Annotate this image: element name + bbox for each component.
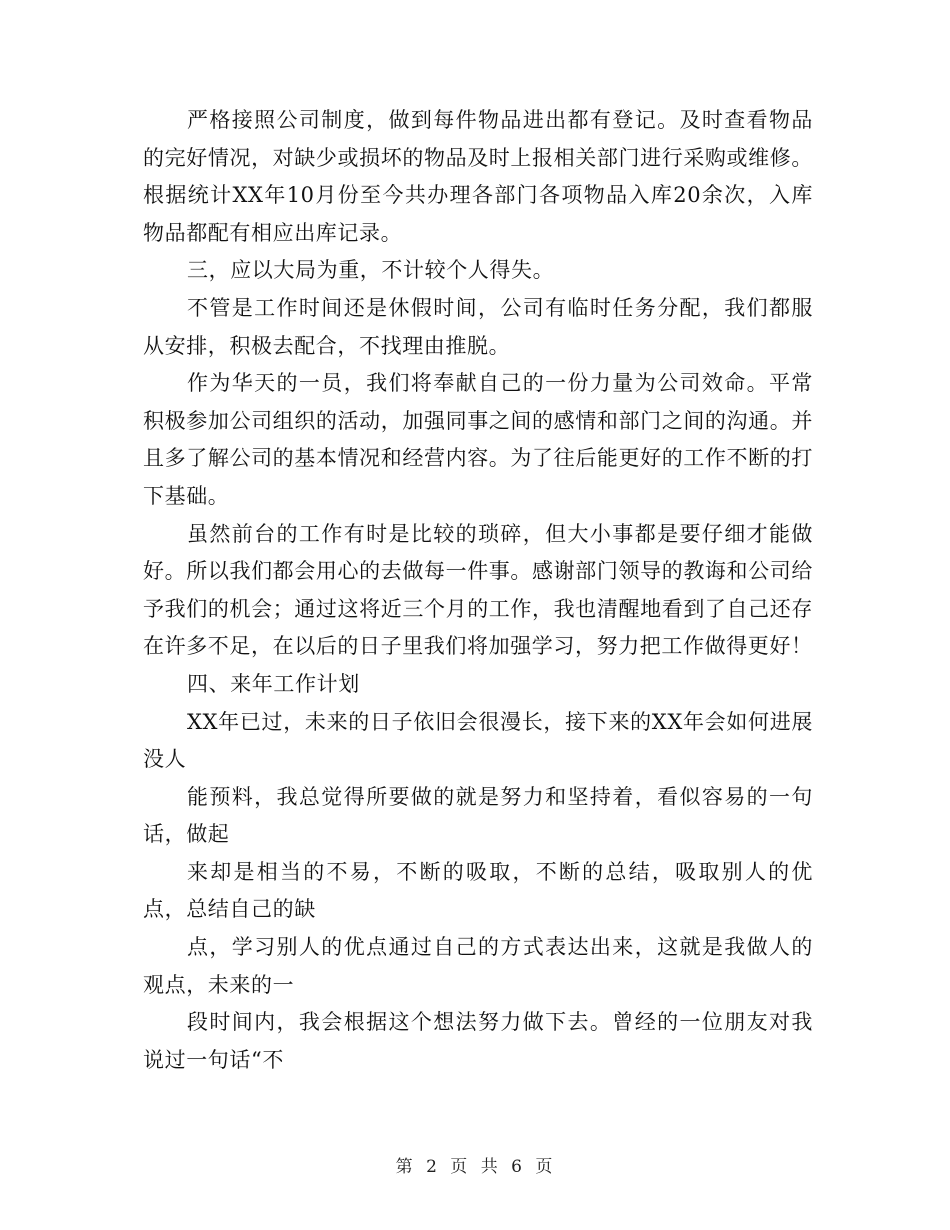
document-body	[143, 102, 813, 1079]
paragraph-plan-line-5: 段时间内，我会根据这个想法努力做下去。曾经的一位朋友对我说过一句话“不	[143, 1010, 813, 1072]
paragraph-reception-work: 虽然前台的工作有时是比较的琐碎，但大小事都是要仔细才能做好。所以我们都会用心的去做每一件事。感谢部门领导的教诲和公司给予我们的机会；通过这将近三个月的工作，我也清醒地看到了自己还存在许多不足，在以后的日子里我们将加强学习，努力把工作做得更好！	[143, 521, 813, 659]
paragraph-plan-line-3: 来却是相当的不易，不断的吸取，不断的总结，吸取别人的优点，总结自己的缺	[143, 859, 813, 922]
paragraph-inventory: 严格接照公司制度，做到每件物品进出都有登记。及时查看物品的完好情况，对缺少或损坏的物品及时上报相关部门进行采购或维修。根据统计XX年10月份至今共办理各部门各项物品入库20余次，入库物品都配有相应出库记录。	[143, 108, 813, 245]
page-number-footer: 第 2 页 共 6 页	[395, 1157, 555, 1177]
heading-section-four: 四、来年工作计划	[187, 671, 360, 696]
paragraph-plan-line-4: 点，学习别人的优点通过自己的方式表达出来，这就是我做人的观点，未来的一	[143, 935, 813, 997]
paragraph-plan-line-2: 能预料，我总觉得所要做的就是努力和坚持着，看似容易的一句话，做起	[143, 784, 813, 847]
heading-section-three: 三，应以大局为重，不计较个人得失。	[187, 258, 555, 283]
paragraph-obey-arrangement: 不管是工作时间还是休假时间，公司有临时任务分配，我们都服从安排，积极去配合，不找理由推脱。	[143, 295, 813, 358]
paragraph-plan-line-1: XX年已过，未来的日子依旧会很漫长，接下来的XX年会如何进展没人	[143, 709, 813, 772]
paragraph-contribution: 作为华天的一员，我们将奉献自己的一份力量为公司效命。平常积极参加公司组织的活动，加强同事之间的感情和部门之间的沟通。并且多了解公司的基本情况和经营内容。为了往后能更好的工作不断的打下基础。	[143, 371, 813, 508]
